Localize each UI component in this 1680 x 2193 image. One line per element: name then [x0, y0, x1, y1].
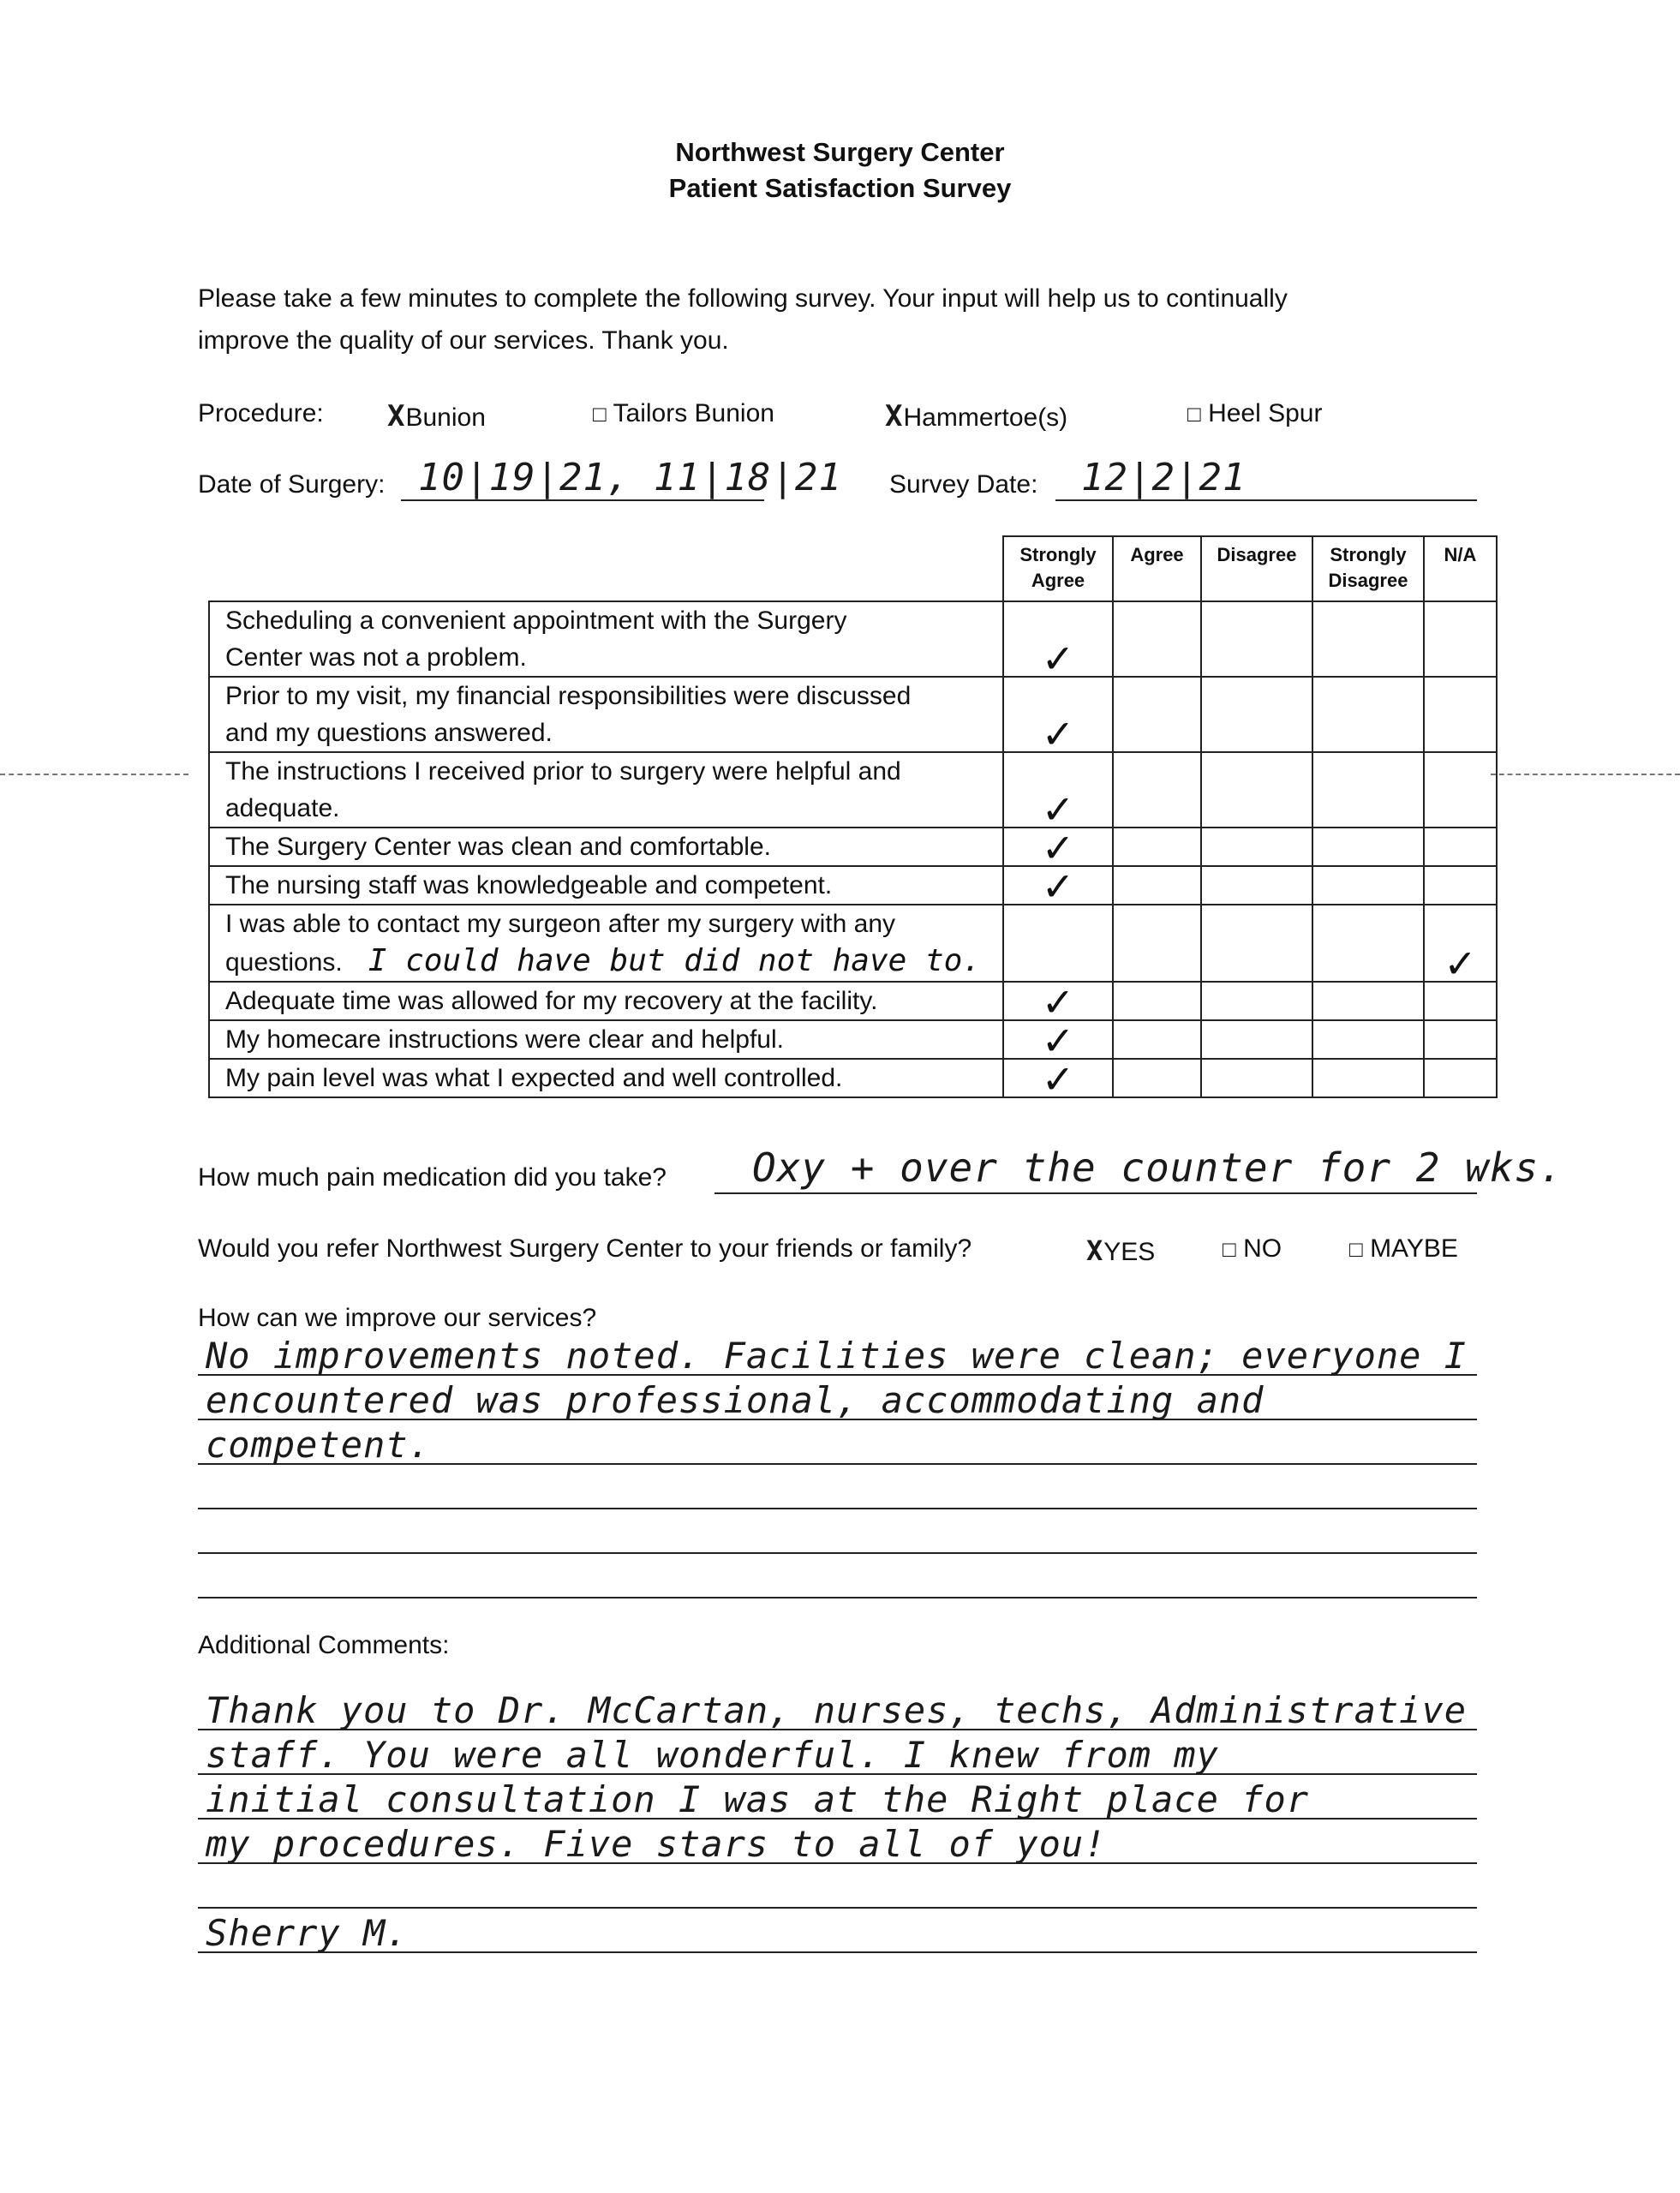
checkbox-icon: □ [593, 401, 607, 427]
rating-cell[interactable] [1113, 866, 1201, 905]
rating-cell[interactable] [1201, 677, 1312, 752]
procedure-option-heel-spur[interactable]: □ Heel Spur [1187, 399, 1323, 427]
rating-cell[interactable] [1003, 752, 1113, 832]
refer-option-no[interactable]: □ NO [1223, 1234, 1282, 1263]
checkbox-checked-icon: X [387, 399, 406, 433]
comment-line[interactable]: Thank you to Dr. McCartan, nurses, techs, Administrative [206, 1689, 1468, 1731]
rating-cell[interactable] [1312, 1059, 1424, 1097]
statement-line: Adequate time was allowed for my recovery at the facility. [225, 987, 878, 1015]
improve-answer-line[interactable]: No improvements noted. Facilities were clean; everyone I [206, 1335, 1468, 1377]
statement-line: questions. [225, 948, 343, 977]
rating-cell[interactable] [1312, 866, 1424, 905]
table-row [209, 866, 1497, 905]
checkmark-icon: ✓ [1041, 864, 1075, 909]
statement-line: The instructions I received prior to surgery were helpful and [225, 757, 901, 786]
checkmark-icon: ✓ [1041, 980, 1075, 1025]
intro-line-2: improve the quality of our services. Thank you. [198, 326, 729, 355]
column-header: N/A [1424, 536, 1497, 601]
form-title: Northwest Surgery Center [675, 137, 1005, 167]
surgery-date-value[interactable]: 10|19|21, 11|18|21 [418, 456, 842, 499]
rating-cell[interactable] [1424, 905, 1497, 986]
improve-answer-line[interactable]: encountered was professional, accommodating and [206, 1379, 1264, 1421]
rating-cell[interactable] [1113, 905, 1201, 982]
rating-cell[interactable] [1003, 864, 1113, 909]
table-row [209, 601, 1497, 677]
checkbox-icon: □ [1349, 1236, 1363, 1262]
table-row [209, 752, 1497, 828]
checkmark-icon: ✓ [1041, 787, 1075, 832]
rating-cell[interactable] [1003, 1057, 1113, 1102]
rating-cell[interactable] [1201, 752, 1312, 828]
procedure-label: Procedure: [198, 399, 324, 427]
rating-cell[interactable] [1424, 1020, 1497, 1059]
checkmark-icon: ✓ [1041, 1019, 1075, 1063]
table-row [209, 828, 1497, 866]
rating-cell[interactable] [1424, 866, 1497, 905]
rating-cell[interactable] [1312, 752, 1424, 828]
rating-cell[interactable] [1003, 1019, 1113, 1063]
rating-cell[interactable] [1201, 1020, 1312, 1059]
statement-cell [209, 982, 1003, 1020]
statement-line: My homecare instructions were clear and helpful. [225, 1025, 784, 1054]
table-row [209, 677, 1497, 752]
checkbox-icon: □ [1223, 1236, 1236, 1262]
rating-cell[interactable] [1003, 905, 1113, 982]
checkmark-icon: ✓ [1041, 826, 1075, 870]
rating-cell[interactable] [1113, 828, 1201, 866]
surgery-date-label: Date of Surgery: [198, 470, 386, 499]
rating-cell[interactable] [1312, 828, 1424, 866]
statement-line: and my questions answered. [225, 719, 553, 747]
form-subtitle: Patient Satisfaction Survey [668, 173, 1012, 203]
improve-answer-line[interactable]: competent. [206, 1424, 431, 1466]
comment-line[interactable]: initial consultation I was at the Right place for [206, 1778, 1310, 1820]
column-header: Agree [1113, 536, 1201, 601]
statement-line: Scheduling a convenient appointment with the Surgery [225, 607, 847, 635]
checkmark-icon: ✓ [1041, 1057, 1075, 1102]
rating-cell[interactable] [1003, 826, 1113, 870]
table-row [209, 1020, 1497, 1059]
rating-cell[interactable] [1113, 982, 1201, 1020]
table-row [209, 905, 1497, 982]
rating-cell[interactable] [1312, 1020, 1424, 1059]
checkmark-icon: ✓ [1444, 941, 1477, 986]
rating-cell[interactable] [1201, 828, 1312, 866]
rating-cell[interactable] [1424, 828, 1497, 866]
refer-option-yes[interactable]: XYES [1086, 1234, 1156, 1267]
table-row [209, 982, 1497, 1020]
rating-cell[interactable] [1201, 1059, 1312, 1097]
rating-cell[interactable] [1003, 601, 1113, 681]
statement-line: Prior to my visit, my financial responsibilities were discussed [225, 682, 912, 710]
comment-line[interactable]: staff. You were all wonderful. I knew from my [206, 1734, 1219, 1776]
column-header: Strongly Agree [1003, 536, 1113, 601]
handwritten-note: I could have but did not have to. [368, 943, 982, 978]
rating-cell[interactable] [1424, 982, 1497, 1020]
rating-cell[interactable] [1312, 601, 1424, 677]
checkmark-icon: ✓ [1041, 712, 1075, 756]
checkmark-icon: ✓ [1041, 636, 1075, 681]
improve-question: How can we improve our services? [198, 1304, 597, 1332]
statement-line: I was able to contact my surgeon after my surgery with any [225, 910, 896, 938]
rating-cell[interactable] [1424, 677, 1497, 752]
rating-cell[interactable] [1312, 905, 1424, 982]
rating-cell[interactable] [1201, 905, 1312, 982]
pain-answer[interactable]: Oxy + over the counter for 2 wks. [752, 1144, 1563, 1191]
statement-cell [209, 752, 1003, 828]
rating-cell[interactable] [1201, 601, 1312, 677]
rating-cell[interactable] [1424, 601, 1497, 677]
refer-option-maybe[interactable]: □ MAYBE [1349, 1234, 1458, 1263]
rating-cell[interactable] [1312, 982, 1424, 1020]
column-header: Strongly Disagree [1312, 536, 1424, 601]
rating-cell[interactable] [1113, 1020, 1201, 1059]
statement-cell [209, 677, 1003, 752]
rating-cell[interactable] [1003, 677, 1113, 756]
pain-question: How much pain medication did you take? [198, 1163, 667, 1192]
rating-cell[interactable] [1424, 752, 1497, 828]
statement-line: adequate. [225, 794, 340, 822]
comments-label: Additional Comments: [198, 1631, 450, 1659]
rating-cell[interactable] [1113, 601, 1201, 677]
statement-line: My pain level was what I expected and well controlled. [225, 1064, 843, 1092]
statement-line: Center was not a problem. [225, 643, 527, 672]
rating-cell[interactable] [1201, 866, 1312, 905]
survey-date-value[interactable]: 12|2|21 [1081, 456, 1247, 499]
procedure-option-tailors-bunion[interactable]: □ Tailors Bunion [593, 399, 774, 427]
checkbox-icon: □ [1187, 401, 1201, 427]
survey-date-label: Survey Date: [889, 470, 1038, 499]
comment-line[interactable]: my procedures. Five stars to all of you! [206, 1823, 1107, 1865]
rating-cell[interactable] [1201, 982, 1312, 1020]
statement-cell [209, 601, 1003, 677]
comment-line[interactable]: Sherry M. [206, 1912, 409, 1954]
rating-cell[interactable] [1424, 1059, 1497, 1097]
statement-line: The nursing staff was knowledgeable and competent. [225, 871, 833, 899]
refer-question: Would you refer Northwest Surgery Center to your friends or family? [198, 1234, 972, 1263]
procedure-option-bunion[interactable]: XBunion [387, 399, 486, 433]
checkbox-checked-icon: X [1086, 1234, 1104, 1267]
statement-cell [209, 1020, 1003, 1059]
rating-cell[interactable] [1113, 1059, 1201, 1097]
statement-line: The Surgery Center was clean and comfortable. [225, 833, 771, 861]
procedure-option-hammertoe[interactable]: XHammertoe(s) [885, 399, 1068, 433]
ratings-table [208, 535, 1498, 1102]
statement-cell [209, 866, 1003, 905]
checkbox-checked-icon: X [885, 399, 904, 433]
statement-cell [209, 1059, 1003, 1097]
statement-cell [209, 905, 1003, 982]
statement-cell [209, 828, 1003, 866]
column-header: Disagree [1201, 536, 1312, 601]
rating-cell[interactable] [1003, 980, 1113, 1025]
rating-cell[interactable] [1113, 677, 1201, 752]
rating-cell[interactable] [1312, 677, 1424, 752]
intro-line-1: Please take a few minutes to complete the following survey. Your input will help us to continually [198, 284, 1288, 313]
table-row [209, 1059, 1497, 1097]
rating-cell[interactable] [1113, 752, 1201, 828]
